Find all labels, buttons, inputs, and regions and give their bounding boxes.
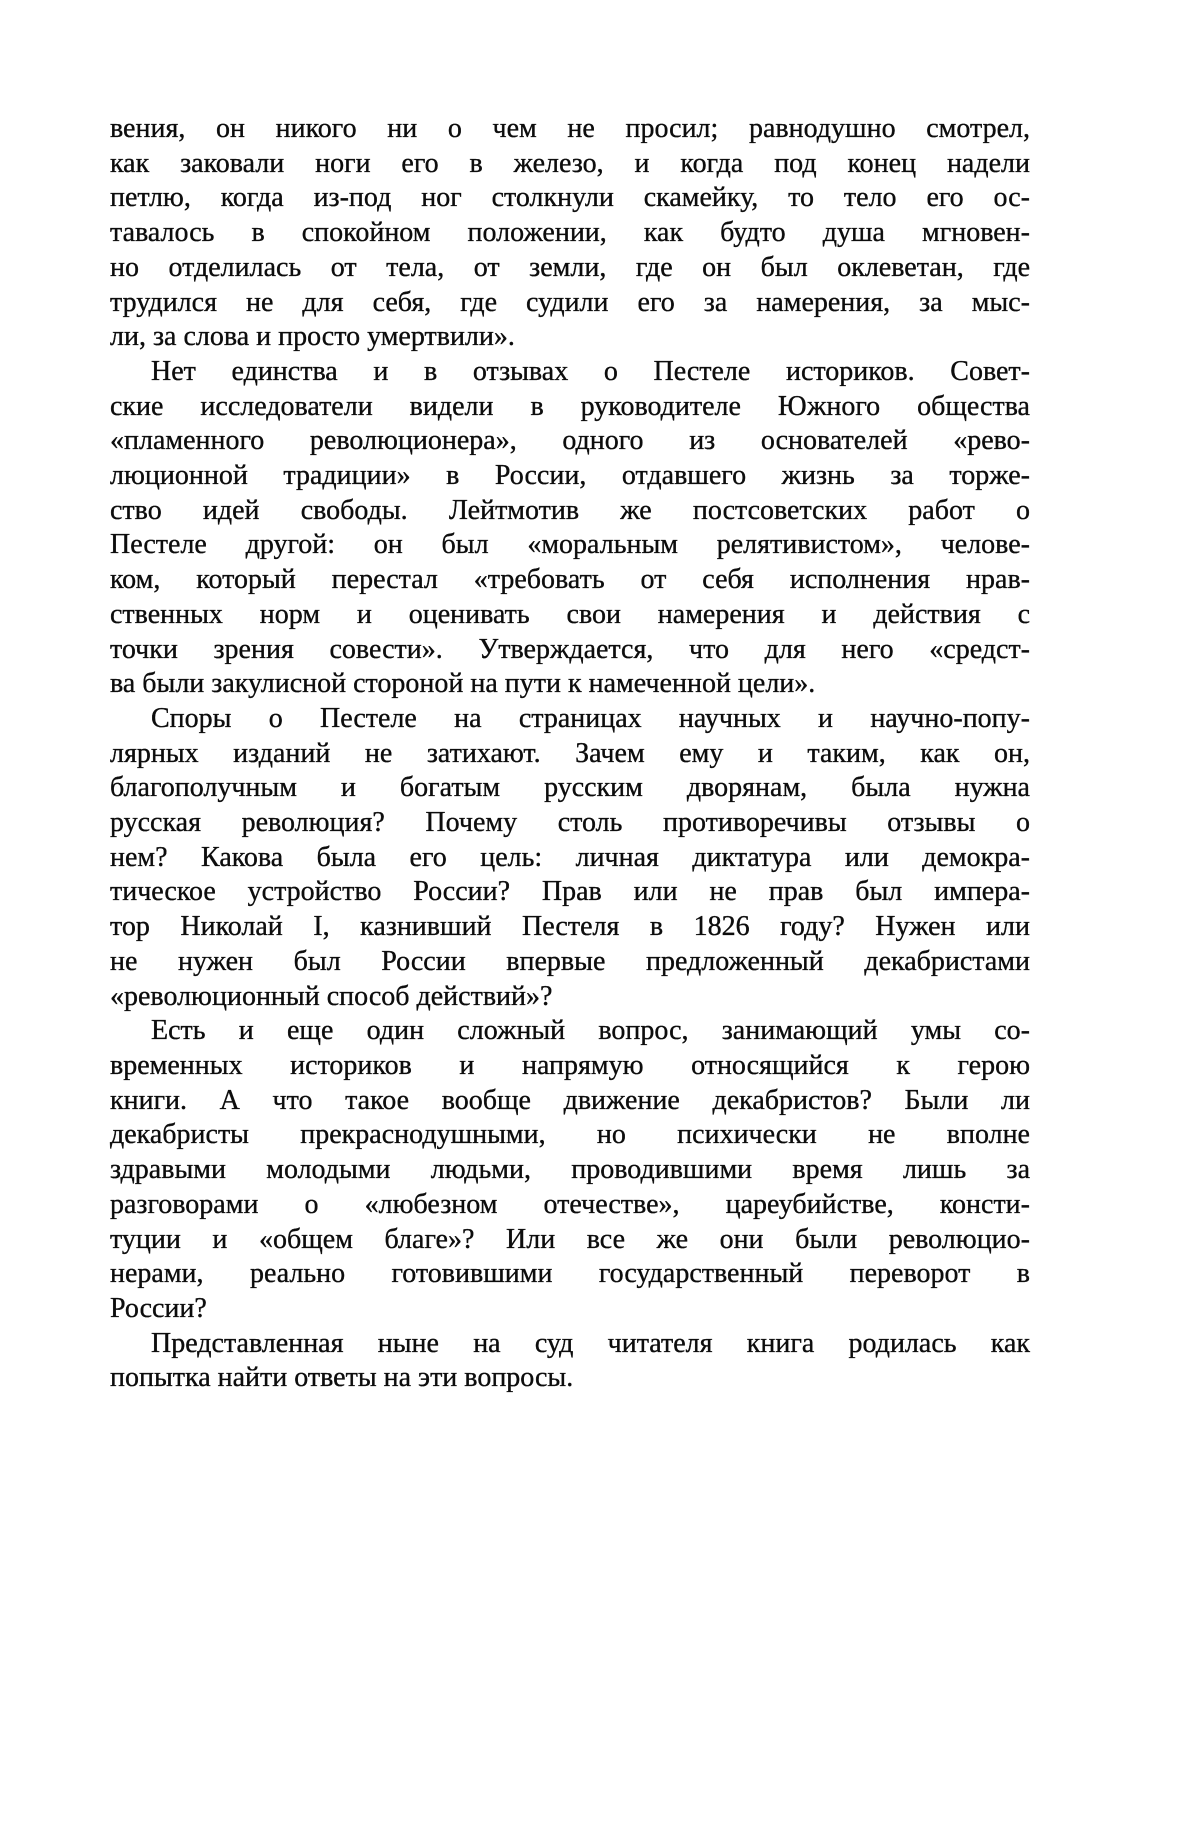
text-line: «революционный способ действий»? — [110, 980, 553, 1012]
text-line: книги. А что такое вообще движение декабристов? Были ли — [110, 1084, 1030, 1116]
text-line: Есть и еще один сложный вопрос, занимающий умы со- — [151, 1015, 1030, 1047]
text-line: попытка найти ответы на эти вопросы. — [110, 1362, 574, 1394]
text-line: петлю, когда из-под ног столкнули скамейку, то тело его ос- — [110, 182, 1030, 214]
text-line: трудился не для себя, где судили его за намерения, за мыс- — [110, 286, 1030, 318]
page-text-block — [110, 112, 1030, 1396]
text-line: но отделилась от тела, от земли, где он был оклеветан, где — [110, 251, 1030, 283]
paragraph — [110, 1014, 1030, 1326]
text-line: ские исследователи видели в руководителе Южного общества — [110, 390, 1030, 422]
text-line: разговорами о «любезном отечестве», цареубийстве, консти- — [110, 1188, 1030, 1220]
paragraph — [110, 702, 1030, 1014]
text-line: тическое устройство России? Прав или не прав был импера- — [110, 876, 1030, 908]
text-line: лярных изданий не затихают. Зачем ему и таким, как он, — [110, 737, 1030, 769]
text-line: ственных норм и оценивать свои намерения и действия с — [110, 598, 1030, 630]
text-line: Пестеле другой: он был «моральным релятивистом», челове- — [110, 529, 1030, 561]
text-line: декабристы прекраснодушными, но психически не вполне — [110, 1119, 1030, 1151]
text-line: как заковали ноги его в железо, и когда под конец надели — [110, 147, 1030, 179]
text-line: благополучным и богатым русским дворянам, была нужна — [110, 772, 1030, 804]
text-line: русская революция? Почему столь противоречивы отзывы о — [110, 807, 1030, 839]
paragraph — [110, 112, 1030, 355]
text-line: ком, который перестал «требовать от себя исполнения нрав- — [110, 564, 1030, 596]
text-line: люционной традиции» в России, отдавшего жизнь за торже- — [110, 460, 1030, 492]
text-line: нем? Какова была его цель: личная диктатура или демокра- — [110, 841, 1030, 873]
text-line: Представленная ныне на суд читателя книга родилась как — [151, 1327, 1030, 1359]
text-line: тор Николай I, казнивший Пестеля в 1826 году? Нужен или — [110, 911, 1030, 943]
text-line: туции и «общем благе»? Или все же они были революцио- — [110, 1223, 1030, 1255]
text-line: ва были закулисной стороной на пути к намеченной цели». — [110, 668, 816, 700]
text-line: Споры о Пестеле на страницах научных и научно-попу- — [151, 702, 1030, 734]
text-line: России? — [110, 1292, 207, 1324]
text-line: здравыми молодыми людьми, проводившими время лишь за — [110, 1154, 1030, 1186]
text-line: Нет единства и в отзывах о Пестеле историков. Совет- — [151, 355, 1030, 387]
paragraph — [110, 355, 1030, 702]
text-line: временных историков и напрямую относящийся к герою — [110, 1049, 1030, 1081]
text-line: тавалось в спокойном положении, как будто душа мгновен- — [110, 217, 1030, 249]
text-line: ли, за слова и просто умертвили». — [110, 321, 515, 353]
text-line: не нужен был России впервые предложенный декабристами — [110, 945, 1030, 977]
text-line: точки зрения совести». Утверждается, что для него «средст- — [110, 633, 1030, 665]
text-line: ство идей свободы. Лейтмотив же постсоветских работ о — [110, 494, 1030, 526]
text-line: «пламенного революционера», одного из основателей «рево- — [110, 425, 1030, 457]
paragraph — [110, 1327, 1030, 1396]
text-line: вения, он никого ни о чем не просил; равнодушно смотрел, — [110, 113, 1030, 144]
text-line: нерами, реально готовившими государственный переворот в — [110, 1258, 1030, 1290]
